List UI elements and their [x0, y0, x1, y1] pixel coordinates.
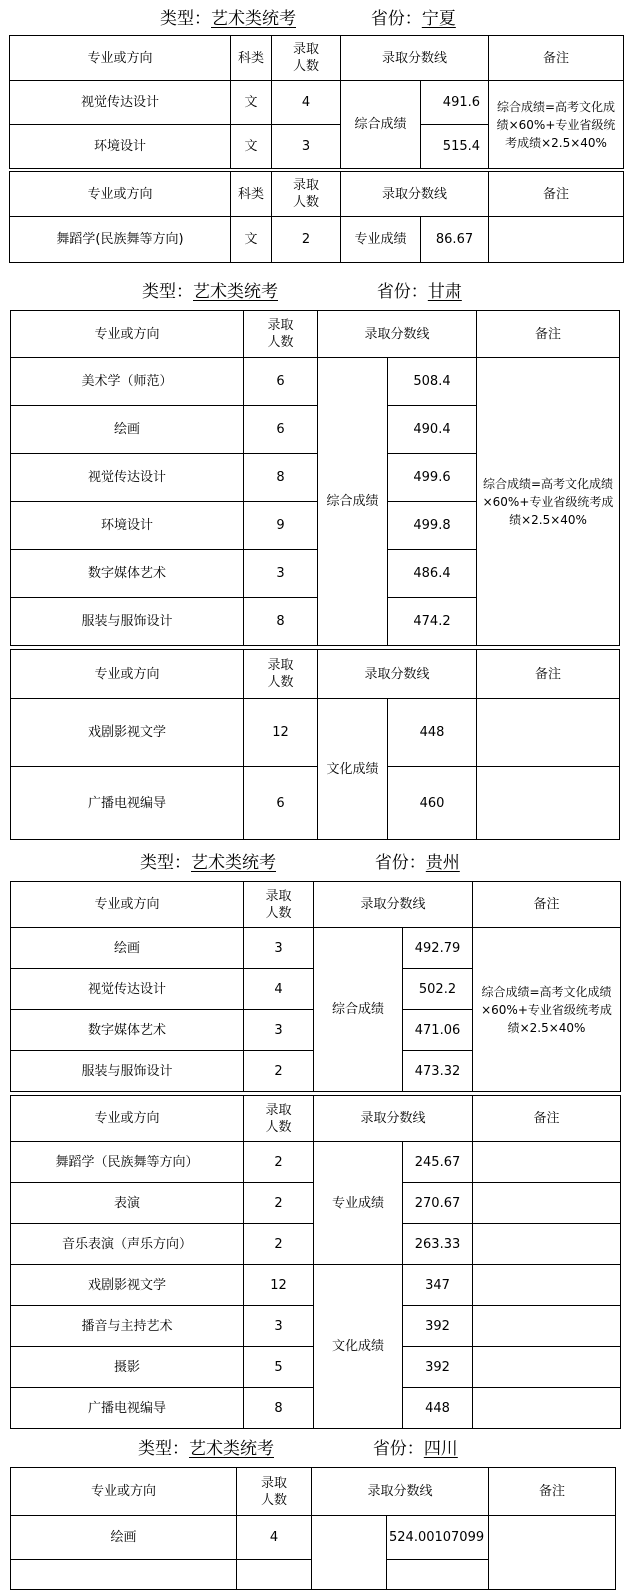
table-row — [11, 928, 621, 969]
score-cell: 502.2 — [403, 969, 473, 1010]
score-cell: 499.8 — [388, 502, 477, 550]
col-header-score: 录取分数线 — [314, 882, 473, 928]
score-cell: 245.67 — [403, 1142, 473, 1183]
major-cell: 音乐表演（声乐方向） — [11, 1224, 244, 1265]
score-cell: 448 — [403, 1388, 473, 1429]
col-header-note: 备注 — [489, 36, 624, 81]
table-row — [11, 1265, 621, 1306]
score-cell: 492.79 — [403, 928, 473, 969]
kelei-cell: 文 — [231, 217, 272, 263]
col-header-enroll: 录取人数 — [237, 1468, 312, 1516]
province-value: 甘肃 — [427, 282, 462, 302]
type-value: 艺术类统考 — [211, 9, 296, 29]
note-cell — [473, 1347, 621, 1388]
table-row — [11, 1142, 621, 1183]
enroll-cell: 6 — [244, 406, 318, 454]
col-header-kelei: 科类 — [231, 172, 272, 217]
major-cell: 服装与服饰设计 — [11, 598, 244, 646]
note-cell — [473, 1388, 621, 1429]
province-value: 贵州 — [425, 853, 460, 873]
score-cell: 524.00107099 — [387, 1516, 489, 1560]
score-method-cell: 综合成绩 — [318, 358, 388, 646]
type-label: 类型： — [160, 9, 211, 29]
enroll-cell: 4 — [244, 969, 314, 1010]
score-cell: 448 — [388, 699, 477, 767]
enroll-cell: 12 — [244, 1265, 314, 1306]
major-cell: 表演 — [11, 1183, 244, 1224]
major-cell: 广播电视编导 — [11, 767, 244, 840]
enroll-cell — [237, 1560, 312, 1590]
enroll-cell: 2 — [244, 1183, 314, 1224]
enroll-cell: 6 — [244, 358, 318, 406]
col-header-enroll: 录取人数 — [272, 172, 341, 217]
type-value: 艺术类统考 — [189, 1439, 274, 1459]
note-cell — [477, 767, 620, 840]
score-cell: 491.6 — [421, 81, 489, 125]
type-value: 艺术类统考 — [191, 853, 276, 873]
table-row — [10, 217, 624, 263]
col-header-major: 专业或方向 — [11, 882, 244, 928]
province-label: 省份： — [374, 853, 426, 873]
section-header-guizhou — [140, 848, 460, 873]
score-cell: 490.4 — [388, 406, 477, 454]
col-header-enroll: 录取人数 — [272, 36, 341, 81]
col-header-major: 专业或方向 — [10, 36, 231, 81]
note-cell — [473, 1306, 621, 1347]
score-method-cell: 专业成绩 — [314, 1142, 403, 1265]
score-cell: 471.06 — [403, 1010, 473, 1051]
enroll-cell: 8 — [244, 454, 318, 502]
sichuan-table-1 — [10, 1467, 616, 1590]
major-cell: 广播电视编导 — [11, 1388, 244, 1429]
col-header-note: 备注 — [489, 172, 624, 217]
enroll-cell: 4 — [272, 81, 341, 125]
major-cell: 服装与服饰设计 — [11, 1051, 244, 1092]
score-cell: 86.67 — [421, 217, 489, 263]
major-cell: 舞蹈学(民族舞等方向) — [10, 217, 231, 263]
enroll-cell: 2 — [244, 1142, 314, 1183]
enroll-cell: 3 — [244, 1010, 314, 1051]
col-header-major: 专业或方向 — [11, 311, 244, 358]
col-header-major: 专业或方向 — [11, 1096, 244, 1142]
type-label: 类型： — [142, 282, 193, 302]
table-row — [11, 1516, 616, 1560]
enroll-cell: 3 — [272, 125, 341, 169]
score-cell: 270.67 — [403, 1183, 473, 1224]
major-cell: 环境设计 — [10, 125, 231, 169]
major-cell: 舞蹈学（民族舞等方向） — [11, 1142, 244, 1183]
col-header-enroll: 录取人数 — [244, 650, 318, 699]
major-cell: 摄影 — [11, 1347, 244, 1388]
col-header-score: 录取分数线 — [318, 650, 477, 699]
type-label: 类型： — [138, 1439, 189, 1459]
col-header-major: 专业或方向 — [10, 172, 231, 217]
col-header-major: 专业或方向 — [11, 1468, 237, 1516]
col-header-score: 录取分数线 — [318, 311, 477, 358]
col-header-note: 备注 — [477, 650, 620, 699]
guizhou-table-2 — [10, 1095, 621, 1429]
score-cell: 508.4 — [388, 358, 477, 406]
col-header-score: 录取分数线 — [312, 1468, 489, 1516]
type-label: 类型： — [140, 853, 191, 873]
note-cell — [489, 217, 624, 263]
major-cell: 绘画 — [11, 1516, 237, 1560]
province-label: 省份： — [370, 9, 422, 29]
guizhou-table-1 — [10, 881, 621, 1092]
major-cell: 绘画 — [11, 406, 244, 454]
col-header-score: 录取分数线 — [341, 172, 489, 217]
col-header-kelei: 科类 — [231, 36, 272, 81]
kelei-cell: 文 — [231, 81, 272, 125]
col-header-score: 录取分数线 — [341, 36, 489, 81]
score-cell: 263.33 — [403, 1224, 473, 1265]
note-cell — [473, 1183, 621, 1224]
gansu-table-1 — [10, 310, 620, 646]
table-row — [11, 767, 620, 840]
score-method-cell — [312, 1516, 387, 1590]
enroll-cell: 3 — [244, 1306, 314, 1347]
note-cell — [473, 1265, 621, 1306]
major-cell: 视觉传达设计 — [10, 81, 231, 125]
section-header-sichuan — [138, 1434, 458, 1459]
enroll-cell: 3 — [244, 928, 314, 969]
score-cell: 473.32 — [403, 1051, 473, 1092]
major-cell: 环境设计 — [11, 502, 244, 550]
gansu-table-2 — [10, 649, 620, 840]
col-header-score: 录取分数线 — [314, 1096, 473, 1142]
col-header-note: 备注 — [477, 311, 620, 358]
section-header-gansu — [142, 277, 462, 302]
table-row — [11, 358, 620, 406]
col-header-note: 备注 — [489, 1468, 616, 1516]
score-cell: 392 — [403, 1306, 473, 1347]
major-cell: 戏剧影视文学 — [11, 1265, 244, 1306]
score-method-cell: 综合成绩 — [341, 81, 421, 169]
enroll-cell: 12 — [244, 699, 318, 767]
score-cell — [387, 1560, 489, 1590]
score-method-cell: 专业成绩 — [341, 217, 421, 263]
table-row — [11, 699, 620, 767]
score-cell: 347 — [403, 1265, 473, 1306]
province-label: 省份： — [376, 282, 428, 302]
section-header-ningxia — [160, 4, 456, 29]
note-cell: 综合成绩=高考文化成绩×60%+专业省级统考成绩×2.5×40% — [477, 358, 620, 646]
major-cell — [11, 1560, 237, 1590]
score-cell: 392 — [403, 1347, 473, 1388]
enroll-cell: 8 — [244, 1388, 314, 1429]
score-method-cell: 文化成绩 — [318, 699, 388, 840]
table-row — [10, 81, 624, 125]
major-cell: 播音与主持艺术 — [11, 1306, 244, 1347]
ningxia-table-1 — [9, 35, 624, 169]
score-cell: 474.2 — [388, 598, 477, 646]
province-value: 四川 — [423, 1439, 458, 1459]
major-cell: 视觉传达设计 — [11, 454, 244, 502]
type-value: 艺术类统考 — [193, 282, 278, 302]
score-cell: 499.6 — [388, 454, 477, 502]
note-cell — [473, 1224, 621, 1265]
col-header-enroll: 录取人数 — [244, 311, 318, 358]
major-cell: 美术学（师范） — [11, 358, 244, 406]
enroll-cell: 2 — [244, 1224, 314, 1265]
major-cell: 视觉传达设计 — [11, 969, 244, 1010]
note-cell — [473, 1142, 621, 1183]
col-header-note: 备注 — [473, 1096, 621, 1142]
major-cell: 绘画 — [11, 928, 244, 969]
enroll-cell: 2 — [272, 217, 341, 263]
score-method-cell: 综合成绩 — [314, 928, 403, 1092]
enroll-cell: 5 — [244, 1347, 314, 1388]
col-header-major: 专业或方向 — [11, 650, 244, 699]
major-cell: 数字媒体艺术 — [11, 550, 244, 598]
province-label: 省份： — [372, 1439, 424, 1459]
note-cell — [489, 1516, 616, 1590]
major-cell: 戏剧影视文学 — [11, 699, 244, 767]
enroll-cell: 4 — [237, 1516, 312, 1560]
kelei-cell: 文 — [231, 125, 272, 169]
score-cell: 486.4 — [388, 550, 477, 598]
col-header-note: 备注 — [473, 882, 621, 928]
note-cell: 综合成绩=高考文化成绩×60%+专业省级统考成绩×2.5×40% — [473, 928, 621, 1092]
enroll-cell: 2 — [244, 1051, 314, 1092]
enroll-cell: 6 — [244, 767, 318, 840]
enroll-cell: 3 — [244, 550, 318, 598]
col-header-enroll: 录取人数 — [244, 1096, 314, 1142]
note-cell: 综合成绩=高考文化成绩×60%+专业省级统考成绩×2.5×40% — [489, 81, 624, 169]
score-cell: 515.4 — [421, 125, 489, 169]
ningxia-table-2 — [9, 171, 624, 263]
major-cell: 数字媒体艺术 — [11, 1010, 244, 1051]
note-cell — [477, 699, 620, 767]
score-method-cell: 文化成绩 — [314, 1265, 403, 1429]
score-cell: 460 — [388, 767, 477, 840]
province-value: 宁夏 — [421, 9, 456, 29]
col-header-enroll: 录取人数 — [244, 882, 314, 928]
enroll-cell: 9 — [244, 502, 318, 550]
enroll-cell: 8 — [244, 598, 318, 646]
